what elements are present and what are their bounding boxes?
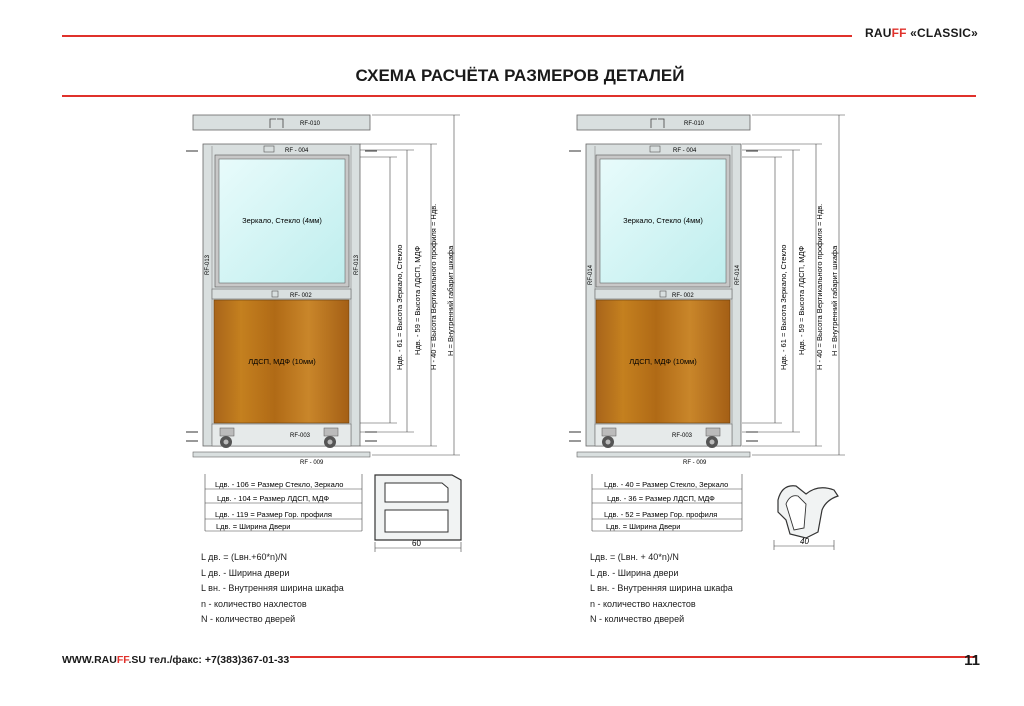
- note-line: L дв. - Ширина двери: [201, 567, 290, 578]
- profile-width-label: 60: [412, 539, 421, 548]
- dim-door-height: H - 40 = Высота Вертикального профиля = Hдв.: [429, 203, 438, 370]
- note-line: N - количество дверей: [201, 614, 296, 624]
- lower-profile-label: RF-003: [290, 433, 311, 439]
- right-door-drawing: [569, 115, 845, 550]
- note-line: L дв. - Ширина двери: [590, 567, 679, 578]
- glass-label: Зеркало, Стекло (4мм): [242, 216, 322, 225]
- left-door-drawing: [186, 115, 461, 552]
- note-line: n - количество нахлестов: [201, 598, 307, 609]
- right-notes: [590, 550, 733, 628]
- note-line: N - количество дверей: [590, 614, 685, 624]
- dim-panel-width: Lдв. - 104 = Размер ЛДСП, МДФ: [217, 494, 330, 503]
- dim-door-width-r: Lдв. = Ширина Двери: [606, 522, 681, 531]
- side-profile-label-right: RF-013: [354, 254, 360, 275]
- note-line: n - количество нахлестов: [590, 598, 696, 609]
- dim-glass-width: Lдв. - 106 = Размер Стекло, Зеркало: [215, 480, 344, 489]
- dim-profile-width: Lдв. - 119 = Размер Гор. профиля: [215, 510, 332, 519]
- dim-profile-width-r: Lдв. - 52 = Размер Гор. профиля: [604, 510, 718, 519]
- middle-profile-label-r: RF- 002: [672, 293, 694, 299]
- dim-glass-height: Hдв. - 61 = Высота Зеркало, Стекло: [395, 244, 404, 370]
- brand-logo: RAUFF «CLASSIC»: [864, 26, 978, 40]
- page-number: 11: [964, 652, 980, 669]
- dim-glass-height-r: Hдв. - 61 = Высота Зеркало, Стекло: [779, 244, 788, 370]
- upper-profile-label-r: RF - 004: [673, 148, 697, 154]
- note-line: L вн. - Внутренняя ширина шкафа: [590, 583, 733, 593]
- dim-total-height: H = Внутренний габарит шкафа: [446, 245, 455, 356]
- panel-label-r: ЛДСП, МДФ (10мм): [629, 357, 697, 366]
- dim-total-height-r: H = Внутренний габарит шкафа: [830, 245, 839, 356]
- page-title: СХЕМА РАСЧЁТА РАЗМЕРОВ ДЕТАЛЕЙ: [355, 66, 685, 85]
- side-profile-label-r2: RF-014: [735, 264, 741, 285]
- dim-panel-height: Hдв. - 59 = Высота ЛДСП, МДФ: [413, 245, 422, 355]
- panel-label: ЛДСП, МДФ (10мм): [248, 357, 316, 366]
- lower-profile-label-r: RF-003: [672, 433, 693, 439]
- note-line: L вн. - Внутренняя ширина шкафа: [201, 583, 344, 593]
- footer-rule: [290, 656, 976, 658]
- note-line: L дв. = (Lвн.+60*n)/N: [201, 552, 287, 562]
- left-notes: [201, 550, 344, 628]
- middle-profile-label: RF- 002: [290, 293, 312, 299]
- bottom-rail-label-r: RF - 009: [683, 460, 707, 466]
- top-rail-label-r: RF-010: [684, 121, 705, 127]
- dim-panel-height-r: Hдв. - 59 = Высота ЛДСП, МДФ: [797, 245, 806, 355]
- profile-width-label-r: 40: [800, 537, 809, 546]
- note-line: Lдв. = (Lвн. + 40*n)/N: [590, 552, 679, 562]
- side-profile-label-r: RF-014: [588, 264, 594, 285]
- dim-door-width: Lдв. = Ширина Двери: [216, 522, 291, 531]
- side-profile-label: RF-013: [205, 254, 211, 275]
- upper-profile-label: RF - 004: [285, 148, 309, 154]
- dim-glass-width-r: Lдв. - 40 = Размер Стекло, Зеркало: [604, 480, 729, 489]
- bottom-rail-label: RF - 009: [300, 460, 324, 466]
- dim-panel-width-r: Lдв. - 36 = Размер ЛДСП, МДФ: [607, 494, 715, 503]
- glass-label-r: Зеркало, Стекло (4мм): [623, 216, 703, 225]
- dim-door-height-r: H - 40 = Высота Вертикального профиля = Hдв.: [815, 203, 824, 370]
- footer-contacts: WWW.RAUFF.SU тел./факс: +7(383)367-01-33: [62, 654, 290, 666]
- top-rail-label: RF-010: [300, 121, 321, 127]
